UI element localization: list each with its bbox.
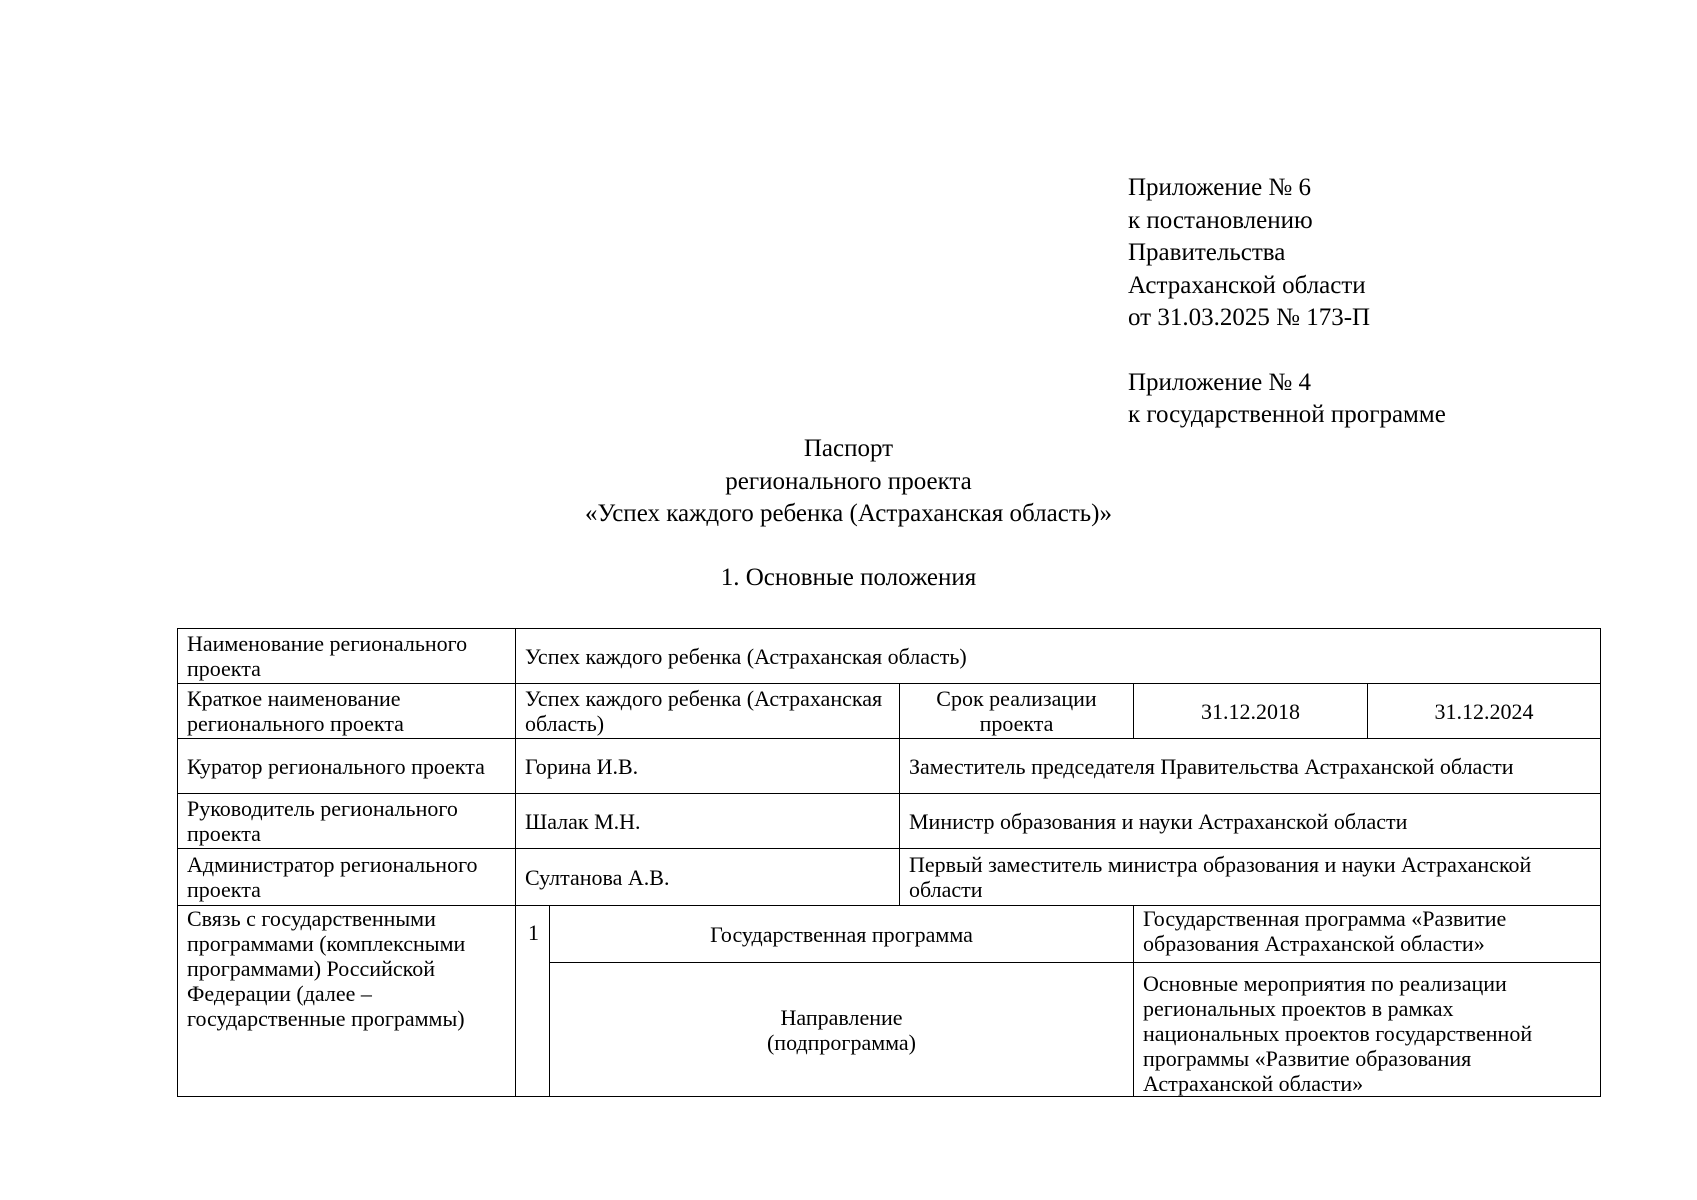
direction-label — [550, 963, 1134, 1097]
table-row — [178, 684, 1601, 739]
row-label-short-name: Краткое наименование регионального проекта — [178, 684, 516, 739]
program-value: Государственная программа «Развитие образования Астраханской области» — [1134, 906, 1601, 963]
title-line: «Успех каждого ребенка (Астраханская область)» — [585, 500, 1112, 527]
curator-position: Заместитель председателя Правительства Астраханской области — [900, 739, 1601, 794]
row-label-head: Руководитель регионального проекта — [178, 794, 516, 849]
passport-table — [177, 628, 1601, 1097]
appendix-line: Приложение № 4 — [1128, 368, 1312, 396]
short-name-value: Успех каждого ребенка (Астраханская область) — [516, 684, 900, 739]
row-label-project-name: Наименование регионального проекта — [178, 629, 516, 684]
row-label-curator: Куратор регионального проекта — [178, 739, 516, 794]
program-number: 1 — [516, 906, 550, 1097]
row-label-programs: Связь с государственными программами (комплексными программами) Российской Федерации (далее – государственные программы) — [178, 906, 516, 1097]
table-row — [178, 629, 1601, 684]
appendix-line: Приложение № 6 — [1128, 174, 1312, 201]
term-label: Срок реализации проекта — [900, 684, 1134, 739]
appendix-block — [1128, 172, 1446, 432]
document-title — [0, 433, 1697, 531]
table-row — [178, 794, 1601, 849]
direction-label-text: Направление (подпрограмма) — [766, 1004, 916, 1055]
appendix-line: Правительства — [1128, 239, 1286, 266]
end-date: 31.12.2024 — [1368, 684, 1601, 739]
appendix-line: к государственной программе — [1128, 401, 1446, 428]
administrator-position: Первый заместитель министра образования и науки Астраханской области — [900, 849, 1601, 906]
table-row — [178, 849, 1601, 906]
head-name: Шалак М.Н. — [516, 794, 900, 849]
table-row — [178, 906, 1601, 963]
title-line: регионального проекта — [725, 467, 972, 495]
appendix-line: от 31.03.2025 № 173-П — [1128, 304, 1371, 331]
appendix-spacer — [1128, 335, 1446, 367]
direction-value: Основные мероприятия по реализации региональных проектов в рамках национальных проектов государственной программы «Развитие образования Астраханской области» — [1134, 963, 1601, 1097]
row-label-administrator: Администратор регионального проекта — [178, 849, 516, 906]
appendix-line: Астраханской области — [1128, 271, 1366, 299]
head-position: Министр образования и науки Астраханской области — [900, 794, 1601, 849]
table-row — [178, 739, 1601, 794]
project-name-value: Успех каждого ребенка (Астраханская область) — [516, 629, 1601, 684]
appendix-line: к постановлению — [1128, 206, 1313, 234]
section-heading: 1. Основные положения — [720, 564, 977, 591]
administrator-name: Султанова А.В. — [516, 849, 900, 906]
curator-name: Горина И.В. — [516, 739, 900, 794]
program-label: Государственная программа — [550, 906, 1134, 963]
start-date: 31.12.2018 — [1134, 684, 1368, 739]
title-line: Паспорт — [803, 435, 894, 462]
